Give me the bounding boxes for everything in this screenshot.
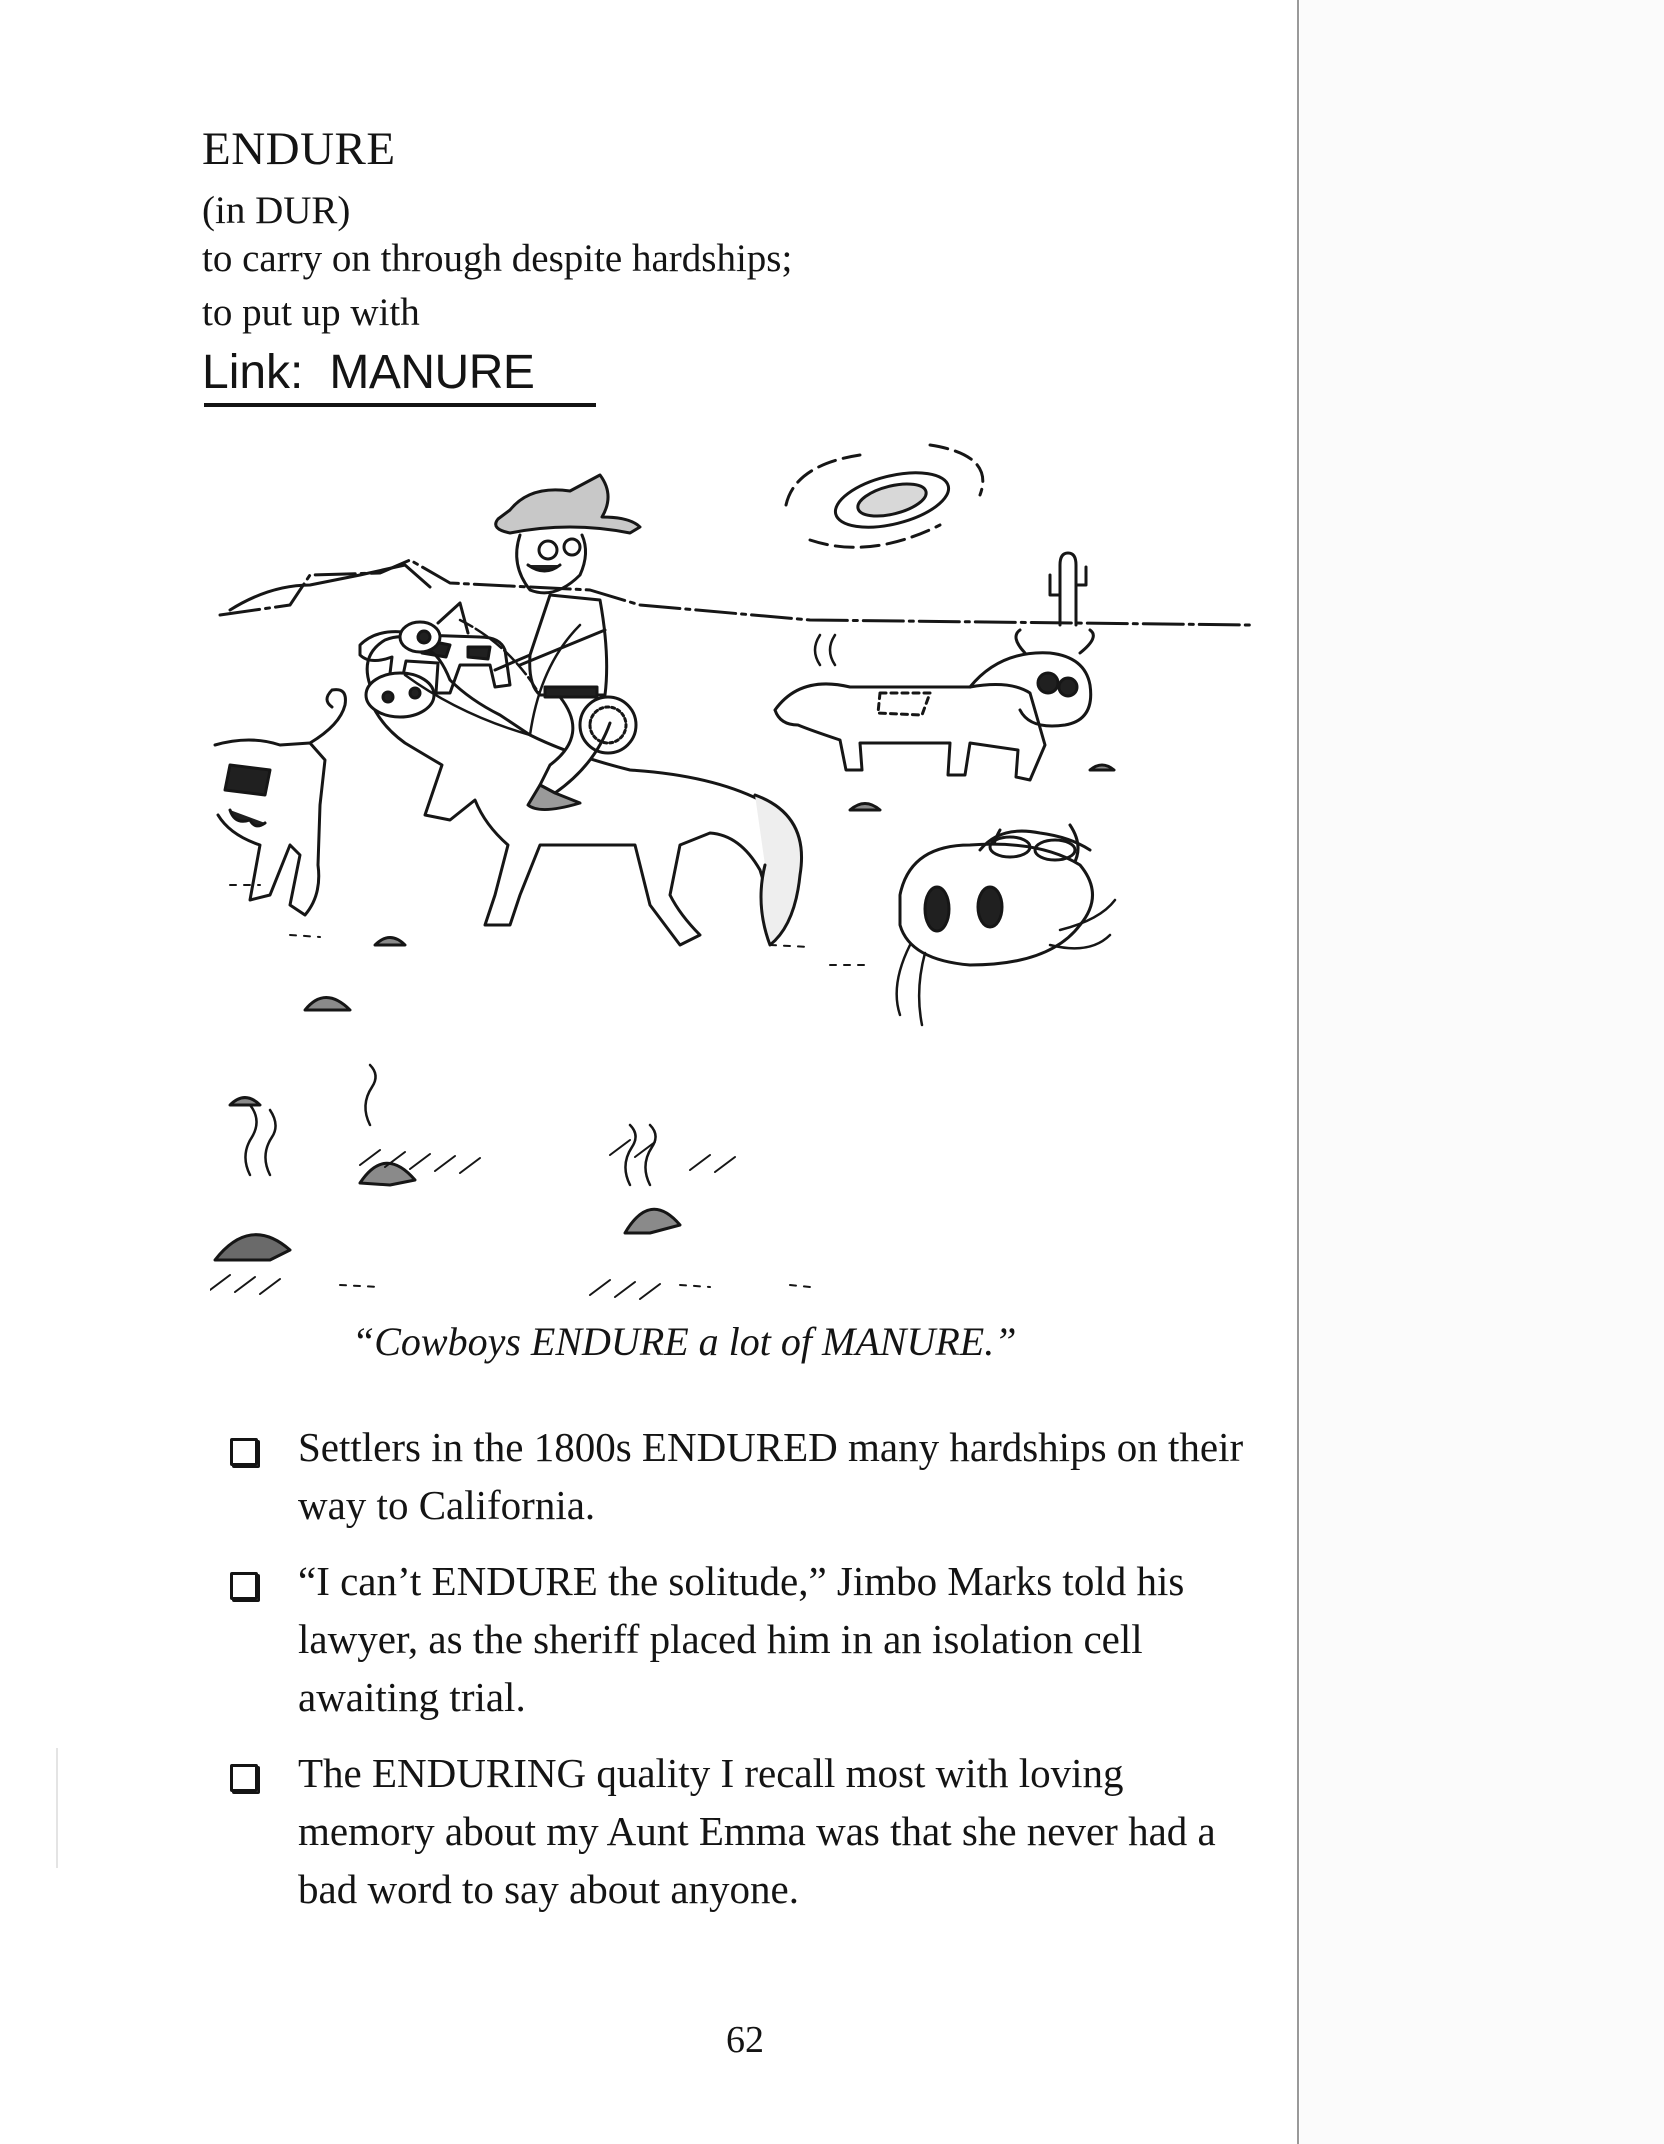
manure-piles: [215, 765, 1114, 1260]
example-text: Settlers in the 1800s ENDURED many hardships on their way to California.: [298, 1424, 1244, 1528]
left-cow: [215, 690, 345, 915]
headword: ENDURE: [202, 123, 396, 175]
page-edge: [1297, 0, 1299, 2144]
example-item: [230, 1418, 1270, 1534]
link-word: MANURE: [329, 346, 535, 399]
right-cow: [775, 630, 1093, 780]
cartoon-illustration: [210, 425, 1270, 1305]
sun-icon: [786, 445, 983, 547]
example-item: [230, 1744, 1270, 1918]
page-gutter: [1300, 0, 1664, 2144]
mesa: [230, 565, 430, 610]
example-text: The ENDURING quality I recall most with loving memory about my Aunt Emma was that she never had a bad word to say about anyone.: [298, 1750, 1216, 1912]
page-number: 62: [726, 2019, 764, 2061]
cactus-icon: [1050, 553, 1086, 625]
cowboy: [495, 475, 640, 810]
checkbox-icon: [230, 1572, 258, 1600]
checkbox-icon: [230, 1764, 258, 1792]
example-item: [230, 1552, 1270, 1726]
scan-mark: [56, 1748, 58, 1868]
ground-dashes: [230, 885, 870, 1287]
checkbox-icon: [230, 1438, 258, 1466]
illustration-caption: “Cowboys ENDURE a lot of MANURE.”: [352, 1319, 1017, 1364]
horizon-line: [220, 560, 1250, 625]
link-label: Link:: [202, 346, 304, 399]
pronunciation: (in DUR): [202, 189, 351, 232]
stink-lines: [245, 635, 835, 1185]
foreground-cow-head: [897, 825, 1115, 1025]
example-list: [230, 1418, 1270, 1936]
link-line: [202, 345, 534, 400]
link-underline: [204, 403, 596, 407]
definition: to carry on through despite hardships; to put up with: [202, 237, 793, 334]
example-text: “I can’t ENDURE the solitude,” Jimbo Marks told his lawyer, as the sheriff placed him in an isolation cell awaiting trial.: [298, 1558, 1185, 1720]
